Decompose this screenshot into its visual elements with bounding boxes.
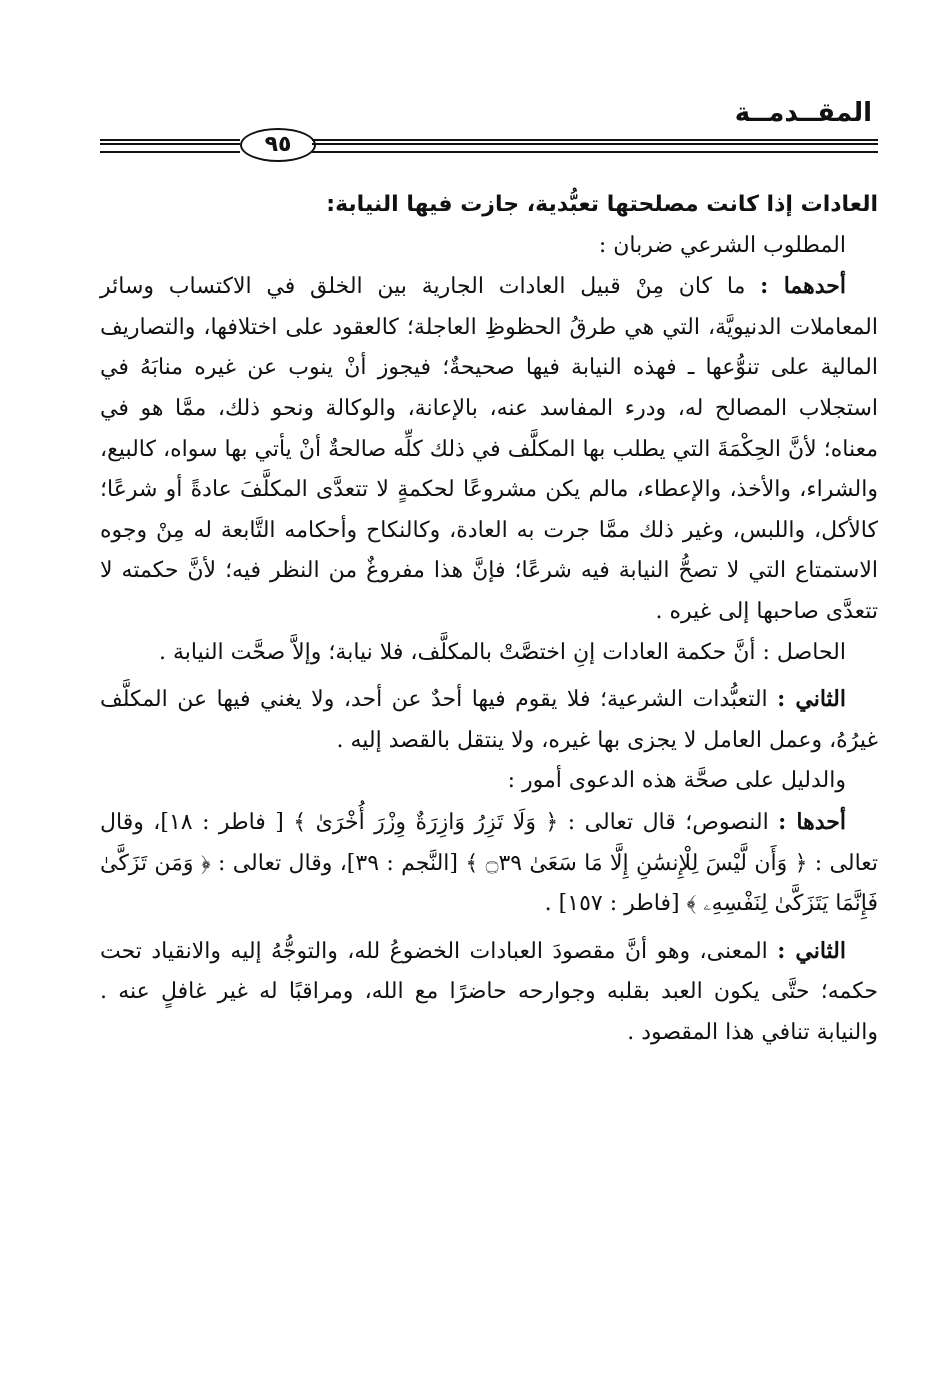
paragraph-second-type bbox=[100, 679, 878, 761]
header-rule-right bbox=[312, 139, 878, 153]
paragraph-intro bbox=[100, 226, 878, 267]
paragraph-evidence-texts-text: النصوص؛ قال تعالى : ﴿ وَلَا تَزِرُ وَازِرَةٌ وِزْرَ أُخْرَىٰ ﴾ [ فاطر : ١٨]، وقال تعالى : ﴿ وَأَن لَّيْسَ لِلْإِنسَٰنِ إِلَّا مَا سَعَىٰ ۝٣٩ ﴾ [النَّجم : ٣٩]، وقال تعالى : ﴿ وَمَن تَزَكَّىٰ فَإِنَّمَا يَتَزَكَّىٰ لِنَفْسِهِۦ ﴾ [فاطر : ١٥٧] . bbox=[100, 809, 879, 917]
page-header bbox=[100, 90, 878, 165]
section-heading: العادات إذا كانت مصلحتها تعبُّدية، جازت فيها النيابة: bbox=[326, 192, 878, 217]
paragraph-second-type-lead: الثاني : bbox=[777, 686, 846, 713]
paragraph-evidence-meaning bbox=[100, 931, 878, 1054]
page-number: ٩٥ bbox=[240, 128, 316, 162]
paragraph-evidence-texts bbox=[100, 802, 878, 925]
paragraph-evidence bbox=[100, 761, 878, 802]
paragraph-evidence-meaning-text: المعنى، وهو أنَّ مقصودَ العبادات الخضوعُ لله، والتوجُّهُ إليه والانقياد تحت حكمه؛ حتَّى يكون العبد بقلبه وجوارحه حاضرًا مع الله، ومراقبًا له غير غافلٍ عنه . والنيابة تنافي هذا المقصود . bbox=[100, 938, 878, 1045]
header-rule-left bbox=[100, 139, 240, 153]
paragraph-first-type bbox=[100, 266, 878, 632]
paragraph-evidence-texts-lead: أحدها : bbox=[778, 808, 846, 835]
paragraph-conclusion-text: الحاصل : أنَّ حكمة العادات إنِ اختصَّتْ بالمكلَّف، فلا نيابة؛ وإلاَّ صحَّت النيابة . bbox=[158, 639, 846, 665]
running-title: المقــدمــة bbox=[734, 98, 872, 128]
document-page bbox=[100, 90, 878, 1053]
page-body bbox=[100, 185, 878, 1053]
paragraph-evidence-text: والدليل على صحَّة هذه الدعوى أمور : bbox=[507, 768, 846, 794]
paragraph-first-type-text: ما كان مِنْ قبيل العادات الجارية بين الخلق في الاكتساب وسائر المعاملات الدنيويَّة، التي هي طرقُ الحظوظِ العاجلة؛ كالعقود على اختلافها، والتصاريف المالية على تنوُّعها ـ فهذه النيابة فيها صحيحةٌ؛ فيجوز أنْ ينوب عن غيره منابَهُ في استجلاب المصالح له، ودرء المفاسد عنه، بالإعانة، والوكالة ونحو ذلك، ممَّا هو في معناه؛ لأنَّ الحِكْمَةَ التي يطلب بها المكلَّف في ذلك كلِّه صالحةٌ أنْ يأتي بها سواه، كالبيع، والشراء، والأخذ، والإعطاء، مالم يكن مشروعًا لحكمةٍ لا تتعدَّى المكلَّفَ عادةً أو شرعًا؛ كالأكل، واللبس، وغير ذلك ممَّا جرت به العادة، وكالنكاح وأحكامه التَّابعة له مِنْ وجوه الاستمتاع التي لا تصحُّ النيابة فيه شرعًا؛ فإنَّ هذا مفروغٌ من النظر فيه؛ لأنَّ حكمته لا تتعدَّى صاحبها إلى غيره . bbox=[100, 274, 878, 624]
paragraph-first-type-lead: أحدهما : bbox=[760, 273, 846, 300]
header-rule bbox=[100, 132, 878, 156]
paragraph-conclusion bbox=[100, 633, 878, 674]
paragraph-intro-text: المطلوب الشرعي ضربان : bbox=[598, 232, 846, 258]
paragraph-second-type-text: التعبُّدات الشرعية؛ فلا يقوم فيها أحدٌ عن أحد، ولا يغني فيها عن المكلَّف غيرُهُ، وعمل العامل لا يجزى بها غيره، ولا ينتقل بالقصد إليه . bbox=[100, 687, 878, 753]
paragraph-evidence-meaning-lead: الثاني : bbox=[777, 937, 846, 964]
